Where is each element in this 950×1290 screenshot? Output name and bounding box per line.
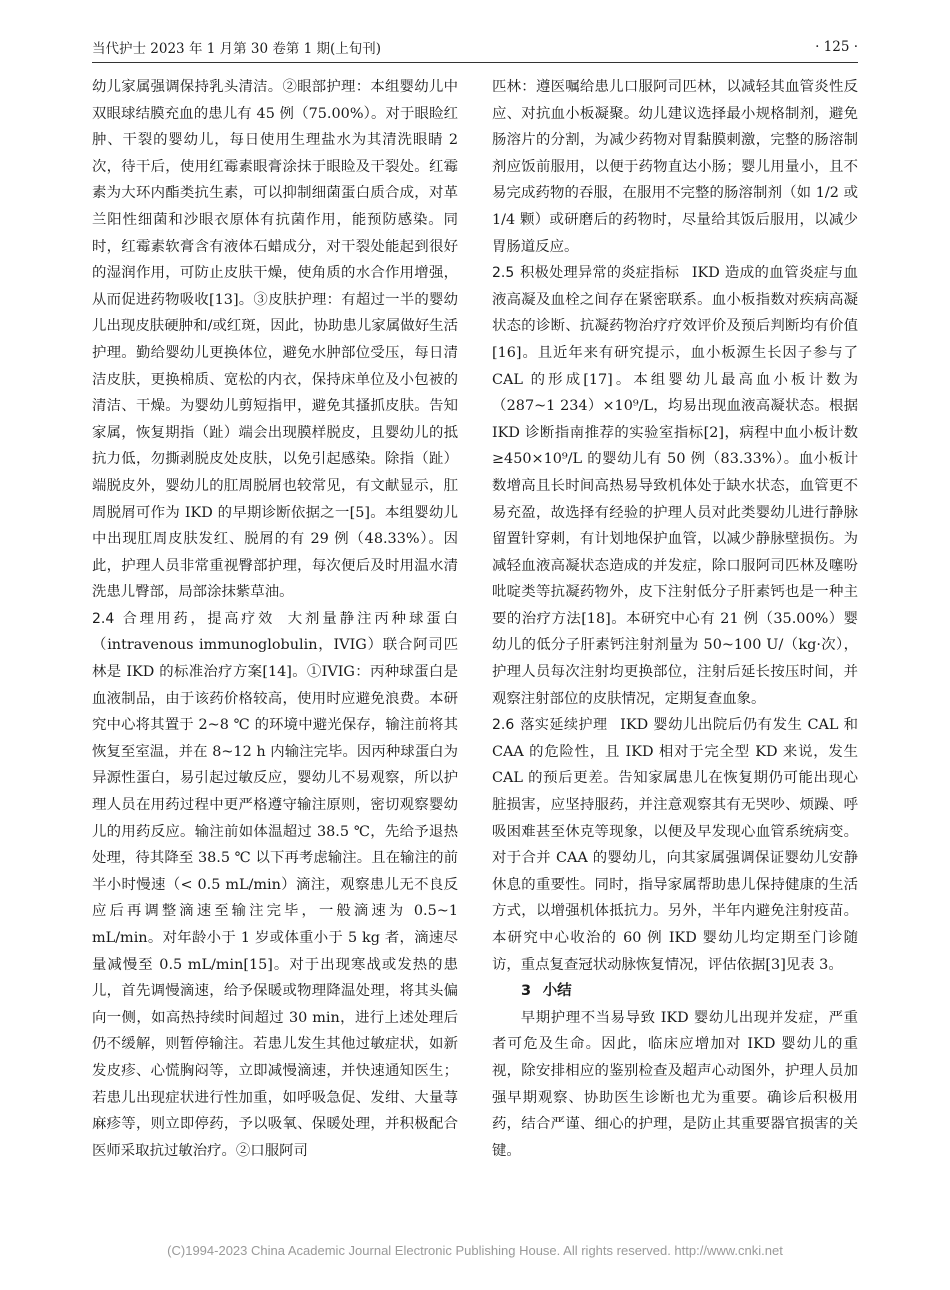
aspirin-paragraph: 匹林：遵医嘱给患儿口服阿司匹林，以减轻其血管炎性反应、对抗血小板凝聚。幼儿建议选择最小规格制剂，避免肠溶片的分割，为减少药物对胃黏膜刺激，完整的肠溶制剂应饭前服用，以便于药物直达小肠；婴儿用量小，且不易完成药物的吞服，在服用不完整的肠溶制剂（如 1/2 或 1/4 颗）或研磨后的药物时，尽量给其饭后服用，以减少胃肠道反应。: [492, 79, 858, 255]
section-3-heading: [492, 978, 858, 1005]
page-number: · 125 ·: [815, 39, 858, 55]
section-number: 3: [521, 983, 532, 1000]
section-number: 2.4: [92, 610, 115, 627]
header-rule: [92, 62, 858, 63]
section-title: 落实延续护理: [519, 717, 608, 734]
section-body: IKD 婴幼儿出院后仍有发生 CAL 和 CAA 的危险性，且 IKD 相对于完全型 KD 来说，发生 CAL 的预后更差。告知家属患儿在恢复期仍可能出现心脏损害，应坚持服药，并注意观察其有无哭吵、烦躁、呼吸困难甚至休克等现象，以便及早发现心血管系统病变。对于合并 CAA 的婴幼儿，向其家属强调保证婴幼儿安静休息的重要性。同时，指导家属帮助患儿保持健康的生活方式，以增强机体抵抗力。另外，半年内避免注射疫苗。本研究中心收治的 60 例 IKD 婴幼儿均定期至门诊随访，重点复查冠状动脉恢复情况，评估依据[3]见表 3。: [492, 717, 858, 973]
section-title: 小结: [542, 983, 572, 1000]
running-header: [92, 34, 858, 60]
section-number: 2.5: [492, 265, 515, 282]
left-column: [92, 74, 458, 1164]
section-body: 大剂量静注丙种球蛋白（intravenous immunoglobulin，IVIG）联合阿司匹林是 IKD 的标准治疗方案[14]。①IVIG：丙种球蛋白是血液制品，由于该药价格较高，使用时应避免浪费。本研究中心将其置于 2~8 ℃ 的环境中避光保存，输注前将其恢复至室温，并在 8~12 h 内输注完毕。因丙种球蛋白为异源性蛋白，易引起过敏反应，婴幼儿不易观察，所以护理人员在用药过程中更严格遵守输注原则，密切观察婴幼儿的用药反应。输注前如体温超过 38.5 ℃，先给予退热处理，待其降至 38.5 ℃ 以下再考虑输注。且在输注的前半小时慢速（< 0.5 mL/min）滴注，观察患儿无不良反应后再调整滴速至输注完毕，一般滴速为 0.5~1 mL/min。对年龄小于 1 岁或体重小于 5 kg 者，滴速尽量减慢至 0.5 mL/min[15]。对于出现寒战或发热的患儿，首先调慢滴速，给予保暖或物理降温处理，将其头偏向一侧，如高热持续时间超过 30 min，进行上述处理后仍不缓解，则暂停输注。若患儿发生其他过敏症状，如新发皮疹、心慌胸闷等，立即减慢滴速，并快速通知医生；若患儿出现症状进行性加重，如呼吸急促、发绀、大量荨麻疹等，则立即停药，予以吸氧、保暖处理，并积极配合医师采取抗过敏治疗。②口服阿司: [92, 610, 458, 1159]
journal-issue-line: 当代护士 2023 年 1 月第 30 卷第 1 期(上旬刊): [92, 41, 382, 57]
section-2-5: [492, 260, 858, 712]
section-title: 积极处理异常的炎症指标: [519, 265, 680, 282]
section-body: IKD 造成的血管炎症与血液高凝及血栓之间存在紧密联系。血小板指数对疾病高凝状态的诊断、抗凝药物治疗疗效评价及预后判断均有价值[16]。且近年来有研究提示，血小板源生长因子参与了 CAL 的形成[17]。本组婴幼儿最高血小板计数为（287~1 234）×10⁹/L，均易出现血液高凝状态。根据 IKD 诊断指南推荐的实验室指标[2]，病程中血小板计数 ≥450×10⁹/L 的婴幼儿有 50 例（83.33%）。血小板计数增高且长时间高热易导致机体处于缺水状态，血管更不易充盈，故选择有经验的护理人员对此类婴幼儿进行静脉留置针穿刺，有计划地保护血管，以减少静脉壁损伤。为减轻血液高凝状态造成的并发症，除口服阿司匹林及噻吩吡啶类等抗凝药物外，皮下注射低分子肝素钙也是一种主要的治疗方法[18]。本研究中心有 21 例（35.00%）婴幼儿的低分子肝素钙注射剂量为 50~100 U/（kg·次），护理人员每次注射均更换部位，注射后延长按压时间，并观察注射部位的皮肤情况，定期复查血象。: [492, 265, 858, 707]
right-column: [492, 74, 858, 1164]
section-2-6: [492, 712, 858, 978]
copyright-footer: (C)1994-2023 China Academic Journal Electronic Publishing House. All rights reserved. http://www.cnki.net: [167, 1243, 783, 1258]
section-2-4: [92, 606, 458, 1164]
eye-skin-care-paragraph: 幼儿家属强调保持乳头清洁。②眼部护理：本组婴幼儿中双眼球结膜充血的患儿有 45 例（75.00%）。对于眼睑红肿、干裂的婴幼儿，每日使用生理盐水为其清洗眼睛 2 次，待干后，使用红霉素眼膏涂抹于眼睑及干裂处。红霉素为大环内酯类抗生素，可以抑制细菌蛋白质合成，对革兰阳性细菌和沙眼衣原体有抗菌作用，能预防感染。同时，红霉素软膏含有液体石蜡成分，对干裂处能起到很好的湿润作用，可防止皮肤干燥，使角质的水合作用增强，从而促进药物吸收[13]。③皮肤护理：有超过一半的婴幼儿出现皮肤硬肿和/或红斑，因此，协助患儿家属做好生活护理。勤给婴幼儿更换体位，避免水肿部位受压，每日清洁皮肤，更换棉质、宽松的内衣，保持床单位及小包被的清洁、干燥。为婴幼儿剪短指甲，避免其搔抓皮肤。告知家属，恢复期指（趾）端会出现膜样脱皮，且婴幼儿的抵抗力低，勿撕剥脱皮处皮肤，以免引起感染。除指（趾）端脱皮外，婴幼儿的肛周脱屑也较常见，有文献显示，肛周脱屑可作为 IKD 的早期诊断依据之一[5]。本组婴幼儿中出现肛周皮肤发红、脱屑的有 29 例（48.33%）。因此，护理人员非常重视臀部护理，每次便后及时用温水清洗患儿臀部，局部涂抹紫草油。: [92, 79, 458, 601]
summary-paragraph: 早期护理不当易导致 IKD 婴幼儿出现并发症，严重者可危及生命。因此，临床应增加对 IKD 婴幼儿的重视，除安排相应的鉴别检查及超声心动图外，护理人员加强早期观察、协助医生诊断也尤为重要。确诊后积极用药，结合严谨、细心的护理，是防止其重要器官损害的关键。: [492, 1009, 858, 1159]
section-title: 合理用药，提高疗效: [119, 610, 276, 627]
section-number: 2.6: [492, 717, 515, 734]
